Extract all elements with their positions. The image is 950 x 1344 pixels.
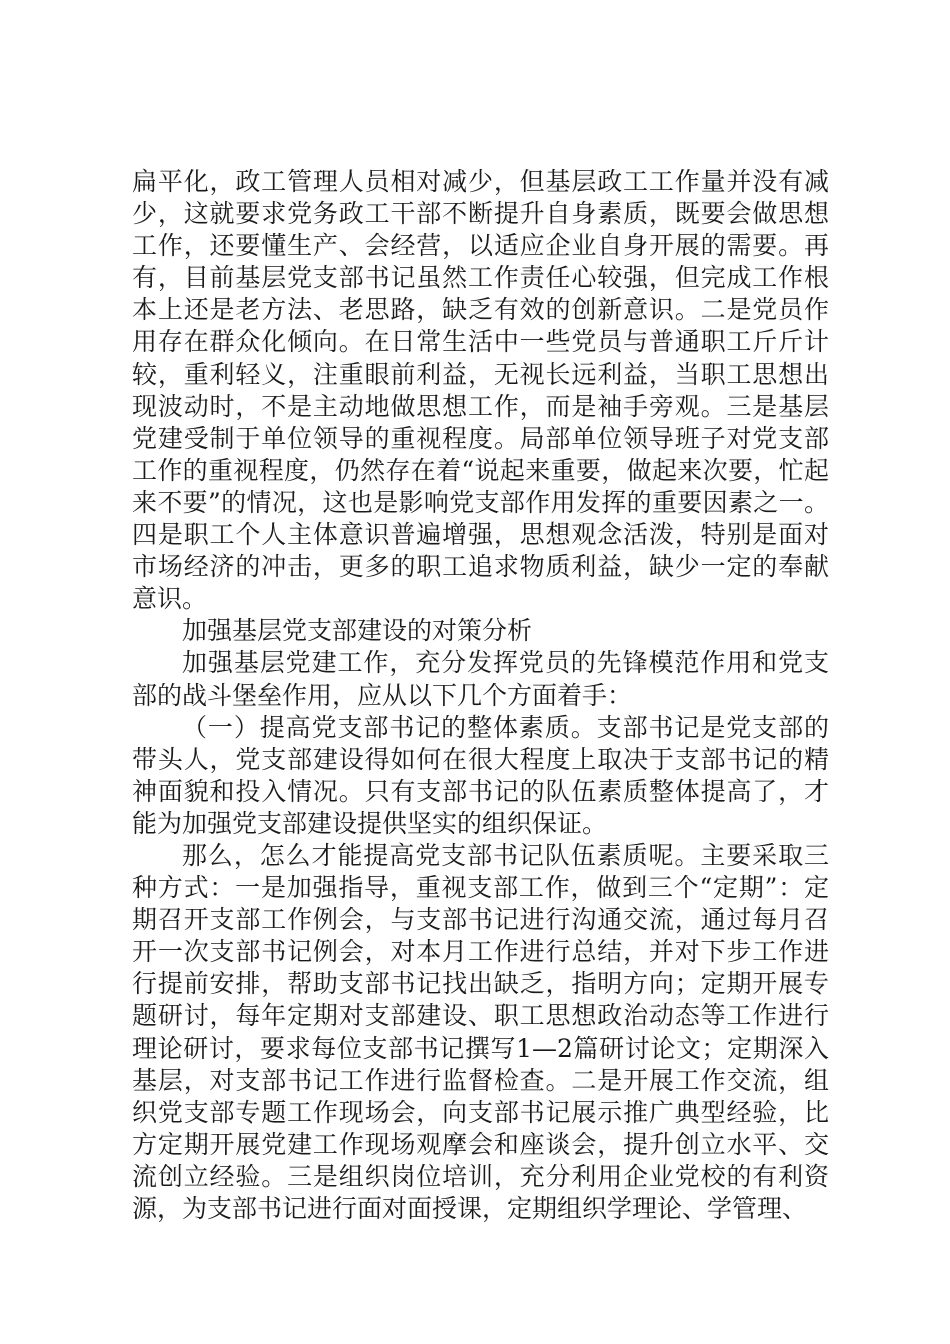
paragraph-methods: 那么，怎么才能提高党支部书记队伍素质呢。主要采取三种方式：一是加强指导，重视支部工作，做到三个“定期”：定期召开支部工作例会，与支部书记进行沟通交流，通过每月召开一次支部书记例会，对本月工作进行总结，并对下步工作进行提前安排，帮助支部书记找出缺乏，指明方向；定期开展专题研讨，每年定期对支部建设、职工思想政治动态等工作进行理论研讨，要求每位支部书记撰写1—2篇研讨论文；定期深入基层，对支部书记工作进行监督检查。二是开展工作交流，组织党支部专题工作现场会，向支部书记展示推广典型经验，比方定期开展党建工作现场观摩会和座谈会，提升创立水平、交流创立经验。三是组织岗位培训，充分利用企业党校的有利资源，为支部书记进行面对面授课，定期组织学理论、学管理、: [132, 840, 829, 1223]
section-heading-countermeasures: 加强基层党支部建设的对策分析: [182, 616, 533, 646]
paragraph-problems-continued: 扁平化，政工管理人员相对减少，但基层政工工作量并没有减少，这就要求党务政工干部不断提升自身素质，既要会做思想工作，还要懂生产、会经营，以适应企业自身开展的需要。再有，目前基层党支部书记虽然工作责任心较强，但完成工作根本上还是老方法、老思路，缺乏有效的创新意识。二是党员作用存在群众化倾向。在日常生活中一些党员与普通职工斤斤计较，重利轻义，注重眼前利益，无视长远利益，当职工思想出现波动时，不是主动地做思想工作，而是袖手旁观。三是基层党建受制于单位领导的重视程度。局部单位领导班子对党支部工作的重视程度，仍然存在着“说起来重要，做起来次要，忙起来不要”的情况，这也是影响党支部作用发挥的重要因素之一。四是职工个人主体意识普遍增强，思想观念活泼，特别是面对市场经济的冲击，更多的职工追求物质利益，缺少一定的奉献意识。: [132, 167, 829, 614]
paragraph-point-one: （一）提高党支部书记的整体素质。支部书记是党支部的带头人，党支部建设得如何在很大程度上取决于支部书记的精神面貌和投入情况。只有支部书记的队伍素质整体提高了，才能为加强党支部建设提供坚实的组织保证。: [132, 712, 829, 838]
document-body: [132, 166, 829, 1225]
paragraph-intro: 加强基层党建工作，充分发挥党员的先锋模范作用和党支部的战斗堡垒作用，应从以下几个方面着手：: [132, 648, 829, 710]
